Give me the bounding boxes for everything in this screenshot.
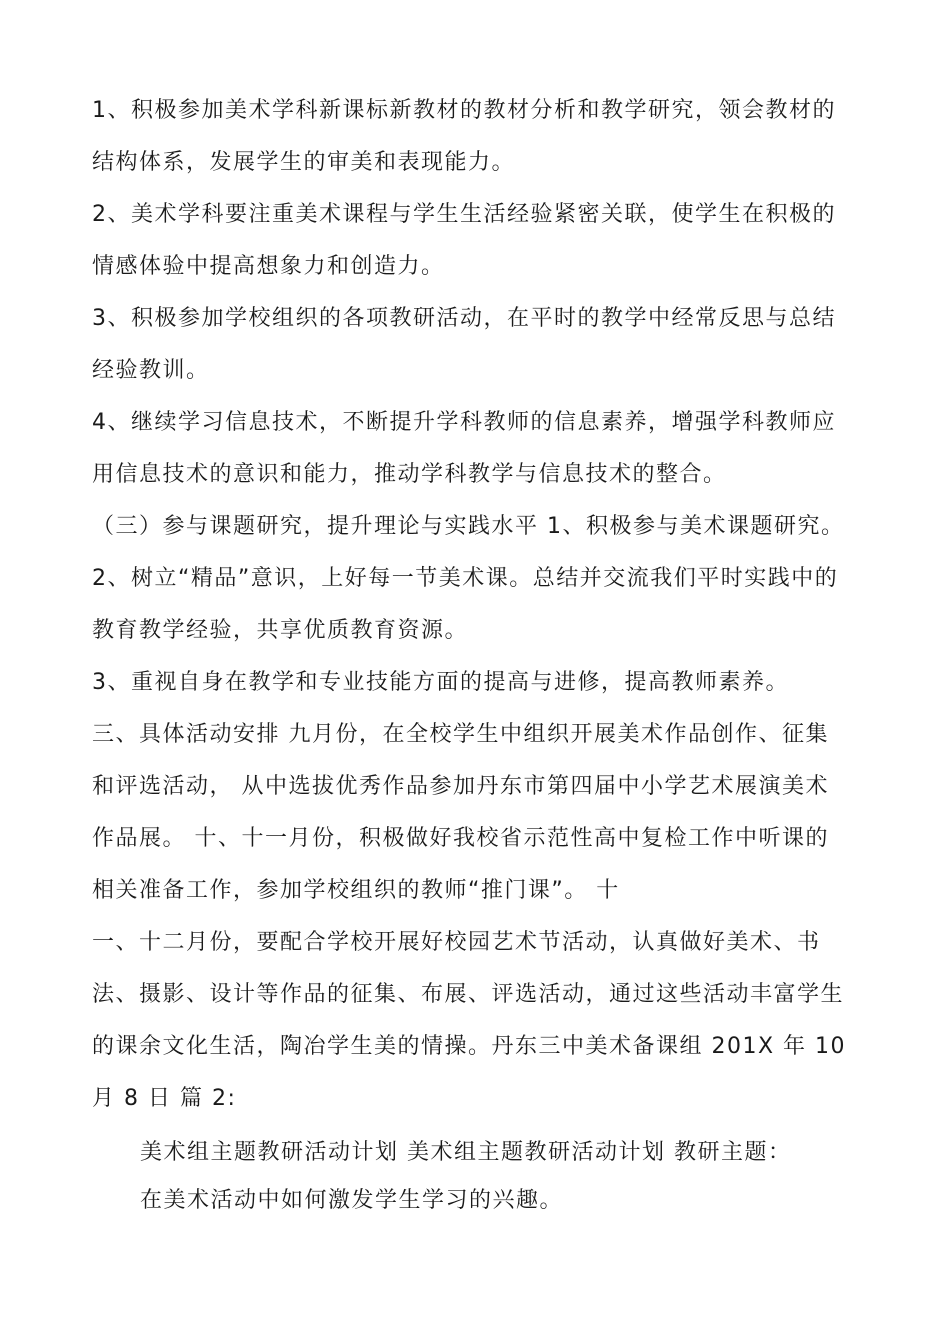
- text-line: 法、摄影、设计等作品的征集、布展、评选活动，通过这些活动丰富学生: [92, 982, 845, 1007]
- text-line: 在美术活动中如何激发学生学习的兴趣。: [140, 1188, 564, 1213]
- text-line: 作品展。 十、十一月份，积极做好我校省示范性高中复检工作中听课的: [92, 826, 829, 851]
- text-line: 相关准备工作，参加学校组织的教师“推门课”。 十: [92, 878, 620, 903]
- text-line: 结构体系，发展学生的审美和表现能力。: [92, 150, 516, 175]
- text-line: 2、树立“精品”意识，上好每一节美术课。总结并交流我们平时实践中的: [92, 566, 839, 591]
- text-line: 经验教训。: [92, 358, 210, 383]
- text-line: 三、具体活动安排 九月份，在全校学生中组织开展美术作品创作、征集: [92, 722, 829, 747]
- text-line: 3、积极参加学校组织的各项教研活动，在平时的教学中经常反思与总结: [92, 306, 836, 331]
- text-line: 2、美术学科要注重美术课程与学生生活经验紧密关联，使学生在积极的: [92, 202, 836, 227]
- text-line: 4、继续学习信息技术，不断提升学科教师的信息素养，增强学科教师应: [92, 410, 836, 435]
- text-line: 1、积极参加美术学科新课标新教材的教材分析和教学研究，领会教材的: [92, 98, 836, 123]
- text-line: （三）参与课题研究，提升理论与实践水平 1、积极参与美术课题研究。: [92, 514, 845, 539]
- text-line: 情感体验中提高想象力和创造力。: [92, 254, 445, 279]
- text-line: 月 8 日 篇 2:: [92, 1086, 237, 1111]
- text-line: 用信息技术的意识和能力，推动学科教学与信息技术的整合。: [92, 462, 727, 487]
- text-line: 和评选活动， 从中选拔优秀作品参加丹东市第四届中小学艺术展演美术: [92, 774, 829, 799]
- text-line: 的课余文化生活，陶冶学生美的情操。丹东三中美术备课组 201X 年 10: [92, 1034, 847, 1059]
- text-line: 教育教学经验，共享优质教育资源。: [92, 618, 469, 643]
- text-line: 美术组主题教研活动计划 美术组主题教研活动计划 教研主题：: [140, 1140, 792, 1165]
- text-line: 3、重视自身在教学和专业技能方面的提高与进修，提高教师素养。: [92, 670, 789, 695]
- text-line: 一、十二月份，要配合学校开展好校园艺术节活动，认真做好美术、书: [92, 930, 821, 955]
